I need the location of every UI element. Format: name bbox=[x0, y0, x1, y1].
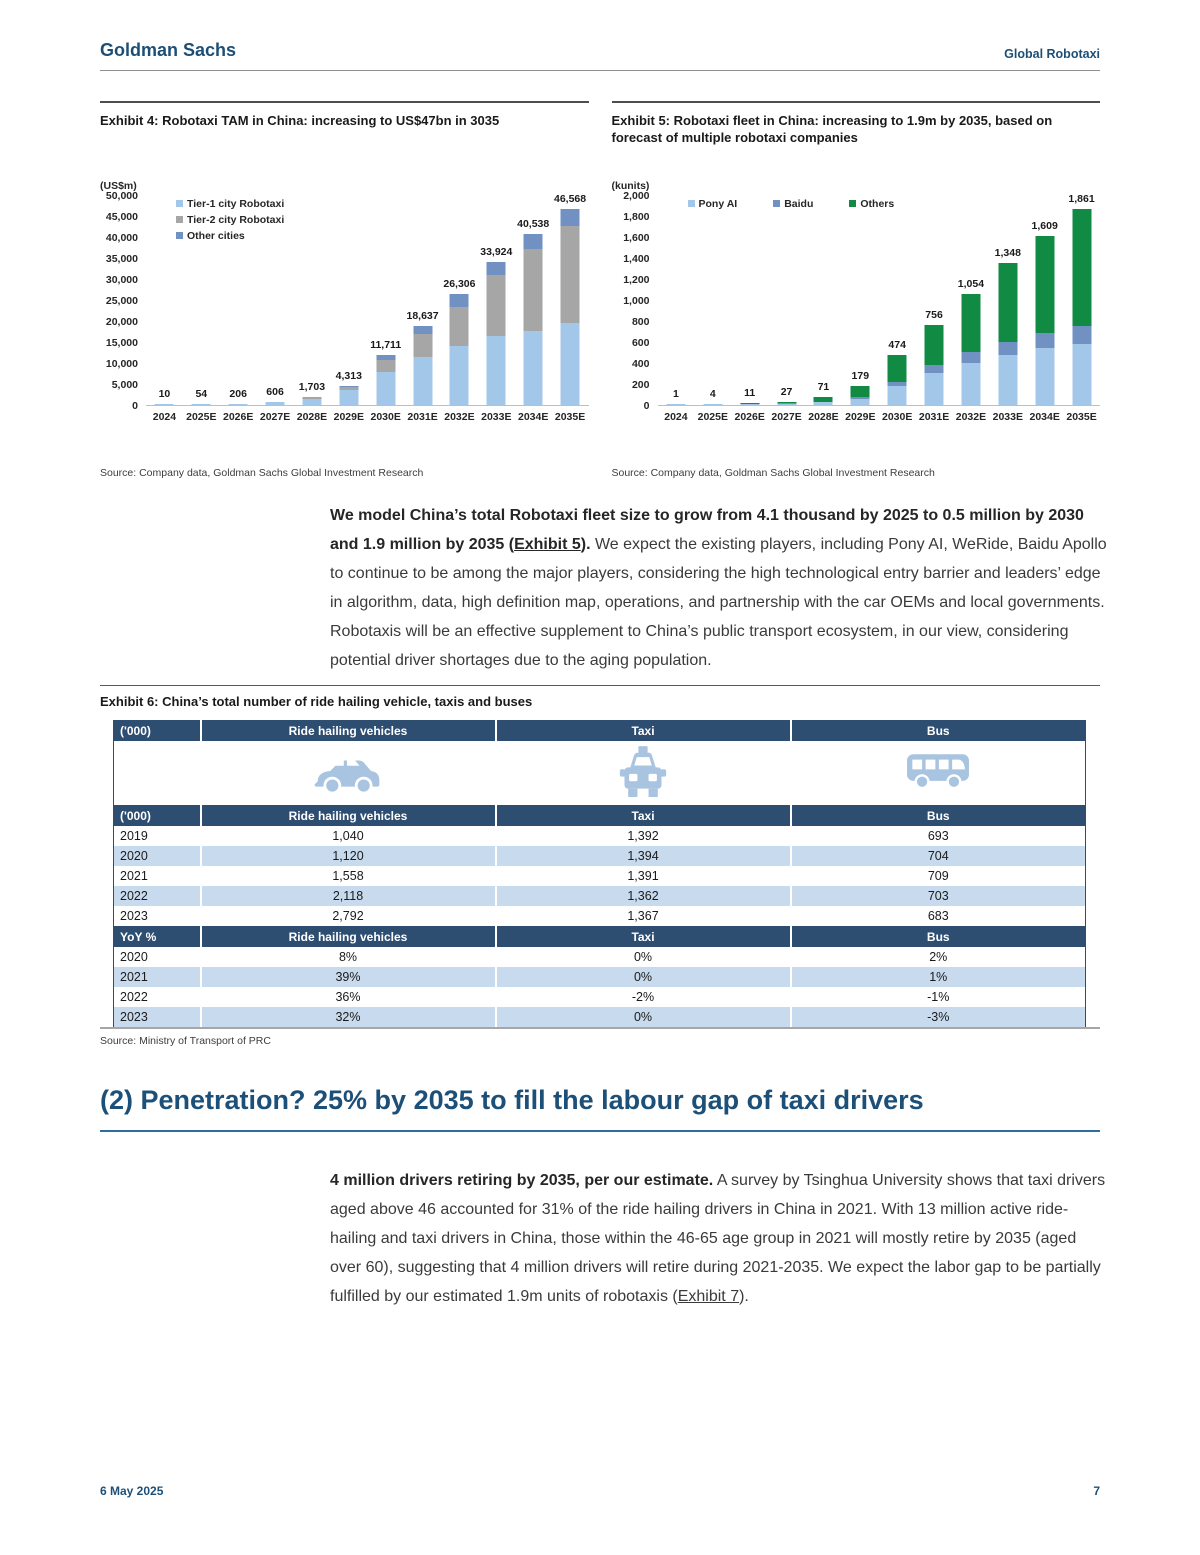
yoy-row bbox=[114, 1007, 1086, 1027]
exhibit4-unit-label: (US$m) bbox=[100, 179, 137, 192]
section-heading: (2) Penetration? 25% by 2035 to fill the labour gap of taxi drivers bbox=[100, 1083, 1100, 1132]
bar-segment bbox=[740, 404, 759, 405]
bar-segment bbox=[339, 390, 358, 404]
bar-segment bbox=[961, 352, 980, 363]
footer-page-number: 7 bbox=[1093, 1484, 1100, 1498]
y-axis-tick: 50,000 bbox=[105, 189, 138, 202]
header-cell: Ride hailing vehicles bbox=[201, 926, 496, 947]
legend-item bbox=[176, 230, 284, 242]
x-axis-label: 2032E bbox=[955, 410, 987, 423]
legend-label: Pony AI bbox=[698, 197, 738, 210]
exhibit4-legend bbox=[176, 198, 284, 242]
cell-value: 2,792 bbox=[201, 906, 496, 926]
y-axis-tick: 5,000 bbox=[111, 378, 138, 391]
bar-2034E bbox=[515, 196, 552, 405]
exhibit5-unit-label: (kunits) bbox=[611, 179, 650, 192]
exhibit6-top-rule bbox=[100, 685, 1100, 687]
header-cell: Ride hailing vehicles bbox=[201, 720, 496, 741]
exhibit4-y-axis bbox=[100, 189, 146, 412]
bar-2029E bbox=[842, 196, 879, 405]
cell-value: 39% bbox=[201, 967, 496, 987]
x-axis-label: 2031E bbox=[918, 410, 950, 423]
bar-2029E bbox=[330, 196, 367, 405]
exhibit5-chart bbox=[612, 180, 1101, 423]
legend-item bbox=[773, 198, 813, 210]
text-segment: We expect the existing players, including Pony AI, WeRide, Baidu Apollo to continue to be among the major players, considering the high technological entry barrier and leaders’ edge in algorithm, data, high definition map, operations, and partnership with the car OEMs and local governments. Robotaxis will be an effective supplement to China’s public transport ecosystem, in our view, considering potential driver shortages due to the aging population. bbox=[330, 535, 1107, 669]
cell-value: 0% bbox=[496, 1007, 791, 1027]
exhibit4-plot-area bbox=[146, 192, 589, 406]
legend-label: Other cities bbox=[187, 229, 245, 242]
cell-value: 1% bbox=[791, 967, 1086, 987]
bar-stack bbox=[740, 403, 759, 404]
bar-total-label: 54 bbox=[195, 388, 208, 401]
bar-total-label: 1,054 bbox=[957, 277, 985, 290]
bar-segment bbox=[450, 346, 469, 405]
row-label: 2020 bbox=[114, 846, 201, 866]
yoy-row bbox=[114, 967, 1086, 987]
legend-item bbox=[849, 198, 894, 210]
cell-value: 32% bbox=[201, 1007, 496, 1027]
exhibit-5 bbox=[612, 101, 1101, 479]
bar-segment bbox=[814, 402, 833, 404]
bar-segment bbox=[487, 336, 506, 405]
y-axis-tick: 600 bbox=[631, 336, 650, 349]
bar-total-label: 179 bbox=[851, 369, 870, 382]
bar-segment bbox=[851, 386, 870, 397]
header-cell: Taxi bbox=[496, 805, 791, 826]
cell-value: 8% bbox=[201, 947, 496, 967]
cell-value: 2,118 bbox=[201, 886, 496, 906]
bar-2031E bbox=[404, 196, 441, 405]
bar-stack bbox=[561, 209, 580, 405]
bar-segment bbox=[851, 399, 870, 405]
exhibit4-title: Exhibit 4: Robotaxi TAM in China: increasing to US$47bn in 3035 bbox=[100, 112, 500, 128]
bar-stack bbox=[1035, 236, 1054, 405]
bar-segment bbox=[1035, 236, 1054, 334]
cell-value: 1,392 bbox=[496, 826, 791, 846]
x-axis-label: 2030E bbox=[882, 410, 913, 423]
x-axis-label: 2025E bbox=[697, 410, 728, 423]
yoy-row bbox=[114, 947, 1086, 967]
row-label: 2021 bbox=[114, 967, 201, 987]
cell-value: 36% bbox=[201, 987, 496, 1007]
exhibit6-bottom-rule bbox=[100, 1027, 1100, 1029]
bar-segment bbox=[561, 209, 580, 226]
bar-segment bbox=[413, 357, 432, 405]
x-axis-label: 2027E bbox=[259, 410, 291, 423]
bar-2032E bbox=[953, 196, 990, 405]
bar-2028E bbox=[805, 196, 842, 405]
bar-2033E bbox=[478, 196, 515, 405]
exhibit5-legend bbox=[688, 198, 895, 210]
x-axis-label: 2029E bbox=[845, 410, 876, 423]
bar-segment bbox=[1072, 209, 1091, 326]
bar-total-label: 27 bbox=[780, 385, 793, 398]
x-axis-label: 2024 bbox=[152, 410, 177, 423]
y-axis-tick: 1,800 bbox=[623, 210, 650, 223]
bar-segment bbox=[413, 326, 432, 334]
exhibit5-title: Exhibit 5: Robotaxi fleet in China: increasing to 1.9m by 2035, based on forecast of multiple robotaxi companies bbox=[611, 112, 1053, 145]
bar-segment bbox=[925, 365, 944, 372]
x-axis-label: 2032E bbox=[444, 410, 475, 423]
bar-segment bbox=[413, 334, 432, 356]
bar-segment bbox=[376, 372, 395, 404]
y-axis-tick: 40,000 bbox=[105, 231, 138, 244]
y-axis-tick: 35,000 bbox=[105, 252, 138, 265]
bar-stack bbox=[777, 402, 796, 405]
bar-segment bbox=[998, 263, 1017, 342]
legend-label: Baidu bbox=[784, 197, 814, 210]
footer-date: 6 May 2025 bbox=[100, 1484, 164, 1498]
x-axis-label: 2028E bbox=[296, 410, 328, 423]
row-label: 2022 bbox=[120, 990, 148, 1004]
exhibit6-table bbox=[113, 720, 1086, 1027]
bar-stack bbox=[229, 404, 248, 405]
x-axis-label: 2033E bbox=[481, 410, 512, 423]
bar-segment bbox=[450, 294, 469, 307]
brand-logo: Goldman Sachs bbox=[100, 40, 237, 60]
y-axis-tick: 800 bbox=[631, 315, 650, 328]
bar-total-label: 206 bbox=[229, 387, 247, 400]
bar-total-label: 26,306 bbox=[443, 278, 476, 291]
bar-segment bbox=[524, 234, 543, 249]
bar-total-label: 1,703 bbox=[298, 381, 326, 394]
empty-cell bbox=[114, 741, 201, 805]
paragraph-fleet-model bbox=[330, 501, 1108, 675]
x-axis-label: 2034E bbox=[518, 410, 549, 423]
cell-value: 1,394 bbox=[496, 846, 791, 866]
bar-total-label: 10 bbox=[158, 388, 171, 401]
x-axis-label: 2034E bbox=[1029, 410, 1060, 423]
x-axis-label: 2035E bbox=[554, 410, 586, 423]
bar-total-label: 1,609 bbox=[1031, 219, 1058, 232]
bar-segment bbox=[961, 363, 980, 405]
page-footer bbox=[100, 1484, 1100, 1498]
bar-stack bbox=[925, 325, 944, 404]
text-segment: We model China’s total Robotaxi fleet size to grow from 4.1 thousand by 2025 to 0.5 million by 2030 and 1.9 million by 2035 ( bbox=[330, 506, 1084, 553]
cell-value: -2% bbox=[496, 987, 791, 1007]
exhibit-link[interactable]: Exhibit 7 bbox=[677, 1287, 740, 1305]
cell-value: 0% bbox=[496, 967, 791, 987]
bar-segment bbox=[1072, 344, 1091, 405]
bar-2024 bbox=[658, 196, 695, 405]
bar-total-label: 1,348 bbox=[994, 246, 1021, 259]
bar-segment bbox=[998, 355, 1017, 404]
bar-segment bbox=[998, 342, 1017, 355]
text-segment: ). bbox=[739, 1287, 749, 1305]
legend-swatch bbox=[688, 200, 695, 207]
x-axis-label: 2031E bbox=[407, 410, 438, 423]
bar-segment bbox=[487, 262, 506, 275]
exhibit5-y-axis bbox=[612, 189, 658, 412]
y-axis-tick: 1,200 bbox=[623, 273, 650, 286]
bar-total-label: 40,538 bbox=[517, 218, 550, 231]
bar-segment bbox=[487, 275, 506, 336]
y-axis-tick: 1,000 bbox=[623, 294, 650, 307]
bar-total-label: 11 bbox=[744, 387, 756, 400]
exhibit6-title: Exhibit 6: China’s total number of ride hailing vehicle, taxis and buses bbox=[100, 694, 533, 709]
legend-label: Tier-1 city Robotaxi bbox=[187, 197, 285, 210]
legend-swatch bbox=[176, 200, 183, 207]
header-cell: Taxi bbox=[496, 720, 791, 741]
bar-segment bbox=[925, 373, 944, 405]
x-axis-label: 2028E bbox=[808, 410, 839, 423]
cell-value: 1,362 bbox=[496, 886, 791, 906]
exhibit5-source: Source: Company data, Goldman Sachs Global Investment Research bbox=[611, 466, 935, 479]
header-cell: Bus bbox=[791, 805, 1086, 826]
x-axis-label: 2026E bbox=[734, 410, 765, 423]
bar-total-label: 46,568 bbox=[554, 192, 587, 205]
bar-stack bbox=[266, 402, 285, 405]
x-axis-label: 2029E bbox=[333, 410, 364, 423]
yoy-row bbox=[114, 987, 1086, 1007]
fleet-count-row bbox=[114, 826, 1086, 846]
bar-2025E bbox=[694, 196, 731, 405]
x-axis-label: 2024 bbox=[664, 410, 688, 423]
y-axis-tick: 45,000 bbox=[105, 210, 138, 223]
cell-value: 704 bbox=[791, 846, 1086, 866]
bar-2035E bbox=[552, 192, 589, 405]
x-axis-label: 2027E bbox=[771, 410, 802, 423]
bar-total-label: 1,861 bbox=[1068, 193, 1095, 206]
exhibit-link[interactable]: Exhibit 5 bbox=[514, 535, 581, 553]
row-label: 2020 bbox=[120, 950, 148, 964]
legend-swatch bbox=[176, 232, 183, 239]
cell-value: 1,120 bbox=[201, 846, 496, 866]
legend-item bbox=[176, 214, 284, 226]
x-axis-label: 2033E bbox=[992, 410, 1023, 423]
exhibit5-plot-area bbox=[658, 193, 1101, 406]
text-segment: 4 million drivers retiring by 2035, per our estimate. bbox=[330, 1171, 714, 1189]
bar-segment bbox=[561, 226, 580, 323]
row-label: 2022 bbox=[114, 886, 201, 906]
bar-segment bbox=[925, 325, 944, 365]
y-axis-tick: 2,000 bbox=[623, 189, 650, 202]
y-axis-tick: 20,000 bbox=[105, 315, 138, 328]
document-title: Global Robotaxi bbox=[1004, 47, 1100, 61]
table-subheader-row bbox=[114, 805, 1086, 826]
bar-segment bbox=[450, 307, 469, 346]
y-axis-tick: 0 bbox=[643, 399, 650, 412]
exhibit4-source: Source: Company data, Goldman Sachs Global Investment Research bbox=[100, 466, 424, 479]
legend-label: Others bbox=[860, 197, 895, 210]
cell-value: 683 bbox=[791, 906, 1086, 926]
bar-stack bbox=[450, 294, 469, 404]
header-cell: ('000) bbox=[114, 720, 201, 741]
bar-segment bbox=[888, 355, 907, 382]
bar-segment bbox=[524, 249, 543, 330]
yoy-header-row bbox=[114, 926, 1086, 947]
bar-stack bbox=[814, 397, 833, 404]
x-axis-label: 2026E bbox=[223, 410, 254, 423]
vehicle-icons-row bbox=[114, 741, 1086, 805]
fleet-count-row bbox=[114, 866, 1086, 886]
bar-segment bbox=[1035, 333, 1054, 347]
bar-stack bbox=[524, 234, 543, 404]
bar-2030E bbox=[879, 196, 916, 405]
bar-total-label: 756 bbox=[925, 309, 943, 322]
bar-total-label: 1 bbox=[673, 388, 679, 401]
exhibit6-source: Source: Ministry of Transport of PRC bbox=[100, 1034, 271, 1047]
bar-2033E bbox=[989, 196, 1026, 405]
y-axis-tick: 10,000 bbox=[105, 357, 138, 370]
exhibit-6 bbox=[100, 685, 1100, 1047]
legend-item bbox=[688, 198, 738, 210]
bar-total-label: 71 bbox=[817, 381, 830, 394]
table-header-row bbox=[114, 720, 1086, 741]
bar-stack bbox=[339, 386, 358, 404]
legend-swatch bbox=[176, 216, 183, 223]
exhibit-4 bbox=[100, 101, 589, 479]
bar-2032E bbox=[441, 196, 478, 405]
cell-value: -1% bbox=[791, 987, 1086, 1007]
cell-value: 0% bbox=[496, 947, 791, 967]
cell-value: 709 bbox=[791, 866, 1086, 886]
bar-segment bbox=[524, 331, 543, 405]
bar-stack bbox=[376, 355, 395, 404]
bar-stack bbox=[998, 263, 1017, 405]
row-label: 2021 bbox=[120, 869, 148, 883]
header-cell: YoY % bbox=[114, 926, 201, 947]
cell-value: 1,391 bbox=[496, 866, 791, 886]
y-axis-tick: 1,400 bbox=[623, 252, 650, 265]
row-label: 2023 bbox=[120, 909, 148, 923]
row-label: 2019 bbox=[120, 829, 148, 843]
bar-2030E bbox=[367, 196, 404, 405]
y-axis-tick: 200 bbox=[631, 378, 650, 391]
bar-segment bbox=[229, 404, 248, 405]
bar-stack bbox=[1072, 209, 1091, 404]
bar-stack bbox=[961, 294, 980, 405]
cell-value: 1,558 bbox=[201, 866, 496, 886]
x-axis-label: 2035E bbox=[1066, 410, 1097, 423]
bar-total-label: 33,924 bbox=[480, 246, 513, 259]
bar-total-label: 11,711 bbox=[370, 339, 402, 352]
bar-segment bbox=[1035, 348, 1054, 405]
header-cell: Bus bbox=[791, 720, 1086, 741]
paragraph-drivers-retiring bbox=[330, 1166, 1108, 1311]
header-cell: ('000) bbox=[114, 805, 201, 826]
cell-value: 703 bbox=[791, 886, 1086, 906]
exhibit5-top-rule bbox=[612, 101, 1101, 103]
bar-total-label: 606 bbox=[266, 385, 284, 398]
y-axis-tick: 30,000 bbox=[105, 273, 138, 286]
y-axis-tick: 15,000 bbox=[105, 336, 138, 349]
bar-segment bbox=[302, 399, 321, 405]
bar-segment bbox=[777, 404, 796, 405]
bus-icon bbox=[791, 741, 1086, 805]
cell-value: -3% bbox=[791, 1007, 1086, 1027]
header-cell: Ride hailing vehicles bbox=[201, 805, 496, 826]
bar-2034E bbox=[1026, 196, 1063, 405]
bar-stack bbox=[888, 355, 907, 405]
bar-stack bbox=[487, 262, 506, 404]
bar-segment bbox=[561, 323, 580, 405]
fleet-count-row bbox=[114, 886, 1086, 906]
header-divider bbox=[100, 70, 1100, 71]
legend-label: Tier-2 city Robotaxi bbox=[187, 213, 285, 226]
bar-total-label: 18,637 bbox=[406, 310, 439, 323]
header-cell: Bus bbox=[791, 926, 1086, 947]
bar-total-label: 4 bbox=[709, 388, 716, 401]
cell-value: 693 bbox=[791, 826, 1086, 846]
bar-2031E bbox=[916, 196, 953, 405]
legend-item bbox=[176, 198, 284, 210]
bar-stack bbox=[413, 326, 432, 404]
exhibit4-top-rule bbox=[100, 101, 589, 103]
exhibit5-x-axis bbox=[658, 411, 1101, 423]
taxi-icon bbox=[496, 741, 791, 805]
row-label: 2023 bbox=[114, 1007, 201, 1027]
header-cell: Taxi bbox=[496, 926, 791, 947]
x-axis-label: 2025E bbox=[186, 410, 217, 423]
bar-stack bbox=[302, 397, 321, 404]
text-segment: A survey by Tsinghua University shows that taxi drivers aged above 46 accounted for 31% of the ride hailing drivers in China in 2021. With 13 million active ride-hailing and taxi drivers in China, those within the 46-65 age group in 2021 will mostly retire by 2035 (aged over 60), suggesting that 4 million drivers will retire during 2021-2035. We expect the labor gap to be partially fulfilled by our estimated 1.9m units of robotaxis ( bbox=[330, 1171, 1106, 1305]
text-segment: ). bbox=[580, 535, 591, 553]
y-axis-tick: 1,600 bbox=[623, 231, 650, 244]
cell-value: 2% bbox=[791, 947, 1086, 967]
y-axis-tick: 400 bbox=[631, 357, 650, 370]
bar-total-label: 474 bbox=[888, 338, 906, 351]
cell-value: 1,367 bbox=[496, 906, 791, 926]
bar-2035E bbox=[1063, 193, 1100, 405]
legend-swatch bbox=[849, 200, 856, 207]
legend-swatch bbox=[773, 200, 780, 207]
y-axis-tick: 0 bbox=[132, 399, 138, 412]
page-header bbox=[100, 0, 1100, 61]
exhibit4-x-axis bbox=[146, 411, 589, 423]
bar-total-label: 4,313 bbox=[335, 370, 362, 383]
bar-2028E bbox=[294, 196, 331, 405]
bar-stack bbox=[851, 386, 870, 405]
fleet-count-row bbox=[114, 846, 1086, 866]
bar-2026E bbox=[731, 196, 768, 405]
cell-value: 1,040 bbox=[201, 826, 496, 846]
fleet-count-row bbox=[114, 906, 1086, 926]
exhibit4-chart bbox=[100, 180, 589, 423]
y-axis-tick: 25,000 bbox=[105, 294, 138, 307]
exhibits-row bbox=[100, 101, 1100, 479]
bar-2027E bbox=[768, 196, 805, 405]
bar-segment bbox=[961, 294, 980, 352]
car-icon bbox=[201, 741, 496, 805]
bar-segment bbox=[888, 386, 907, 404]
x-axis-label: 2030E bbox=[370, 410, 401, 423]
bar-segment bbox=[376, 360, 395, 372]
bar-segment bbox=[1072, 326, 1091, 344]
bar-segment bbox=[266, 402, 285, 404]
